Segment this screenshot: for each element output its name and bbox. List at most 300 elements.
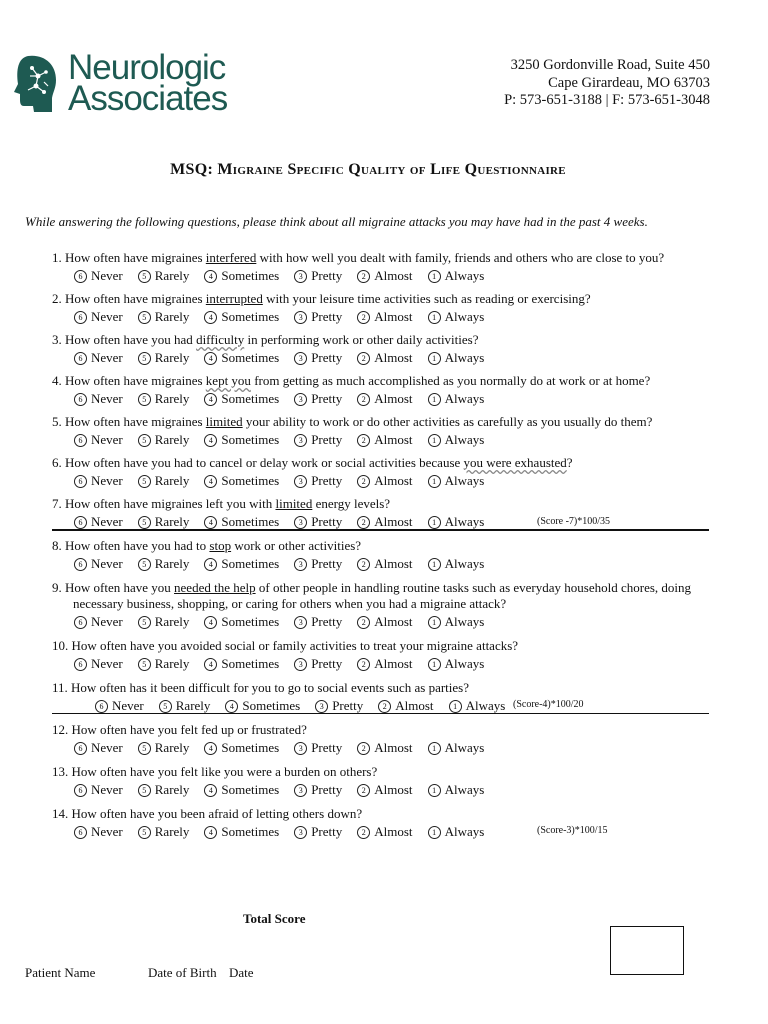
- circled-number-icon: 5: [138, 393, 151, 406]
- logo-line-1: Neurologic: [68, 48, 226, 87]
- answer-option-never[interactable]: [74, 614, 123, 630]
- answer-options: [74, 473, 573, 489]
- questionnaire-title: MSQ: Migraine Specific Quality of Life Questionnaire: [170, 161, 566, 178]
- answer-option-always[interactable]: [428, 309, 485, 325]
- question-text-part: How often have you had to cancel or delay work or social activities because: [65, 455, 464, 470]
- answer-option-sometimes[interactable]: [204, 268, 279, 284]
- address-line-1: 3250 Gordonville Road, Suite 450: [510, 57, 710, 73]
- circled-number-icon: 1: [428, 784, 441, 797]
- question-number: 4.: [52, 373, 62, 388]
- answer-option-never[interactable]: [95, 698, 144, 714]
- answer-option-rarely[interactable]: [138, 350, 190, 366]
- question-emphasis: interrupted: [205, 291, 263, 306]
- circled-number-icon: 3: [294, 352, 307, 365]
- circled-number-icon: 2: [357, 558, 370, 571]
- question-number: 12.: [52, 722, 69, 737]
- question-text: [52, 414, 652, 430]
- answer-option-never[interactable]: [74, 782, 123, 798]
- question-6: [52, 455, 573, 489]
- total-score-box[interactable]: [610, 926, 684, 975]
- answer-option-pretty[interactable]: [294, 740, 342, 756]
- circled-number-icon: 4: [204, 270, 217, 283]
- answer-option-label: Rarely: [154, 782, 190, 797]
- answer-option-always[interactable]: [428, 782, 485, 798]
- question-8: [52, 538, 499, 572]
- answer-options: [74, 514, 499, 530]
- answer-option-pretty[interactable]: [294, 432, 342, 448]
- answer-option-always[interactable]: [428, 514, 485, 530]
- answer-option-label: Always: [444, 309, 485, 324]
- answer-option-label: Never: [91, 432, 123, 447]
- question-text-part: How often has it been difficult for you to go to social events such as parties?: [71, 680, 469, 695]
- answer-option-almost[interactable]: [357, 824, 412, 840]
- circled-number-icon: 4: [204, 475, 217, 488]
- score-formula-2: (Score-4)*100/20: [513, 699, 584, 710]
- circled-number-icon: 3: [294, 393, 307, 406]
- circled-number-icon: 6: [74, 434, 87, 447]
- circled-number-icon: 2: [357, 826, 370, 839]
- question-number: 8.: [52, 538, 62, 553]
- answer-option-label: Almost: [374, 556, 413, 571]
- answer-options: [74, 614, 691, 630]
- answer-option-rarely[interactable]: [138, 432, 190, 448]
- question-emphasis: difficulty: [196, 332, 245, 347]
- answer-option-almost[interactable]: [357, 782, 412, 798]
- circled-number-icon: 6: [74, 393, 87, 406]
- question-text-part: work or other activities?: [231, 538, 362, 553]
- answer-option-label: Rarely: [154, 268, 190, 283]
- question-text-part: How often have you felt fed up or frustrated?: [71, 722, 307, 737]
- answer-option-sometimes[interactable]: [225, 698, 300, 714]
- answer-option-rarely[interactable]: [138, 268, 190, 284]
- answer-option-label: Sometimes: [221, 656, 280, 671]
- circled-number-icon: 2: [357, 434, 370, 447]
- answer-option-pretty[interactable]: [294, 824, 342, 840]
- circled-number-icon: 3: [315, 700, 328, 713]
- answer-option-label: Never: [91, 740, 123, 755]
- circled-number-icon: 1: [428, 558, 441, 571]
- question-text-part: How often have migraines: [65, 250, 206, 265]
- answer-option-almost[interactable]: [357, 514, 412, 530]
- question-emphasis: stop: [209, 538, 232, 553]
- circled-number-icon: 3: [294, 616, 307, 629]
- answer-option-label: Almost: [374, 514, 413, 529]
- question-text-part: with how well you dealt with family, friends and others who are close to you?: [256, 250, 665, 265]
- answer-option-almost[interactable]: [357, 432, 412, 448]
- question-text: [52, 332, 499, 348]
- answer-option-rarely[interactable]: [138, 782, 190, 798]
- answer-options: [74, 350, 499, 366]
- answer-option-label: Almost: [395, 698, 434, 713]
- answer-option-never[interactable]: [74, 391, 123, 407]
- answer-option-never[interactable]: [74, 656, 123, 672]
- date-of-birth-label: Date of Birth: [148, 965, 217, 980]
- question-7: [52, 496, 499, 530]
- question-number: 11.: [52, 680, 68, 695]
- question-text-part: with your leisure time activities such as reading or exercising?: [262, 291, 591, 306]
- answer-option-label: Pretty: [311, 556, 343, 571]
- question-text-part: How often have migraines: [65, 373, 206, 388]
- answer-option-label: Almost: [374, 614, 413, 629]
- answer-option-pretty[interactable]: [294, 391, 342, 407]
- question-number: 1.: [52, 250, 62, 265]
- answer-options: [74, 782, 499, 798]
- answer-option-label: Pretty: [311, 824, 343, 839]
- answer-option-pretty[interactable]: [294, 614, 342, 630]
- answer-option-label: Never: [91, 473, 123, 488]
- circled-number-icon: 1: [428, 742, 441, 755]
- answer-option-rarely[interactable]: [138, 740, 190, 756]
- answer-option-rarely[interactable]: [138, 391, 190, 407]
- question-text: [52, 806, 499, 822]
- answer-option-pretty[interactable]: [315, 698, 363, 714]
- circled-number-icon: 3: [294, 826, 307, 839]
- answer-option-label: Rarely: [154, 350, 190, 365]
- question-emphasis: kept you: [205, 373, 251, 388]
- circled-number-icon: 3: [294, 516, 307, 529]
- circled-number-icon: 6: [74, 352, 87, 365]
- answer-option-label: Rarely: [175, 698, 211, 713]
- circled-number-icon: 2: [378, 700, 391, 713]
- question-text: [52, 496, 499, 512]
- question-text: [52, 680, 520, 696]
- circled-number-icon: 4: [204, 742, 217, 755]
- question-emphasis: interfered: [205, 250, 257, 265]
- question-number: 14.: [52, 806, 69, 821]
- answer-option-label: Rarely: [154, 824, 190, 839]
- answer-option-label: Almost: [374, 432, 413, 447]
- answer-option-never[interactable]: [74, 473, 123, 489]
- answer-option-rarely[interactable]: [138, 309, 190, 325]
- answer-option-almost[interactable]: [357, 309, 412, 325]
- answer-option-label: Sometimes: [221, 782, 280, 797]
- answer-option-label: Never: [91, 556, 123, 571]
- answer-option-almost[interactable]: [357, 268, 412, 284]
- answer-option-label: Pretty: [311, 391, 343, 406]
- answer-option-label: Never: [91, 350, 123, 365]
- question-number: 2.: [52, 291, 62, 306]
- section-divider-1: [52, 529, 709, 531]
- circled-number-icon: 1: [449, 700, 462, 713]
- circled-number-icon: 1: [428, 393, 441, 406]
- answer-option-label: Sometimes: [221, 432, 280, 447]
- circled-number-icon: 1: [428, 826, 441, 839]
- answer-option-label: Rarely: [154, 656, 190, 671]
- answer-option-label: Pretty: [311, 782, 343, 797]
- circled-number-icon: 4: [204, 352, 217, 365]
- answer-option-label: Always: [444, 514, 485, 529]
- circled-number-icon: 5: [138, 784, 151, 797]
- question-text: [52, 722, 499, 738]
- answer-option-almost[interactable]: [378, 698, 433, 714]
- answer-option-sometimes[interactable]: [204, 740, 279, 756]
- answer-options: [74, 268, 664, 284]
- circled-number-icon: 6: [74, 742, 87, 755]
- question-5: [52, 414, 652, 448]
- question-text-continued: necessary business, shopping, or caring for others when you had a migraine attack?: [73, 596, 507, 611]
- answer-option-label: Rarely: [154, 391, 190, 406]
- circled-number-icon: 2: [357, 393, 370, 406]
- answer-option-pretty[interactable]: [294, 782, 342, 798]
- circled-number-icon: 2: [357, 475, 370, 488]
- circled-number-icon: 1: [428, 516, 441, 529]
- answer-option-always[interactable]: [428, 350, 485, 366]
- answer-option-almost[interactable]: [357, 656, 412, 672]
- question-number: 9.: [52, 580, 62, 595]
- answer-option-sometimes[interactable]: [204, 614, 279, 630]
- answer-option-sometimes[interactable]: [204, 824, 279, 840]
- phone-fax-line: P: 573-651-3188 | F: 573-651-3048: [504, 92, 710, 108]
- answer-option-always[interactable]: [428, 473, 485, 489]
- question-text-part: How often have you had: [65, 332, 197, 347]
- answer-option-always[interactable]: [428, 824, 485, 840]
- question-text: [52, 455, 573, 471]
- circled-number-icon: 3: [294, 784, 307, 797]
- circled-number-icon: 5: [159, 700, 172, 713]
- answer-option-sometimes[interactable]: [204, 432, 279, 448]
- circled-number-icon: 4: [225, 700, 238, 713]
- answer-options: [74, 556, 499, 572]
- answer-option-rarely[interactable]: [138, 556, 190, 572]
- answer-option-never[interactable]: [74, 350, 123, 366]
- circled-number-icon: 6: [74, 475, 87, 488]
- answer-option-sometimes[interactable]: [204, 556, 279, 572]
- question-emphasis: limited: [275, 496, 313, 511]
- answer-option-rarely[interactable]: [138, 514, 190, 530]
- answer-option-rarely[interactable]: [138, 824, 190, 840]
- answer-option-label: Pretty: [311, 350, 343, 365]
- circled-number-icon: 4: [204, 311, 217, 324]
- answer-option-always[interactable]: [428, 656, 485, 672]
- answer-option-pretty[interactable]: [294, 656, 342, 672]
- circled-number-icon: 2: [357, 352, 370, 365]
- answer-option-label: Pretty: [311, 614, 343, 629]
- question-number: 5.: [52, 414, 62, 429]
- circled-number-icon: 4: [204, 616, 217, 629]
- question-text-part: How often have you been afraid of letting others down?: [71, 806, 363, 821]
- answer-option-label: Always: [444, 432, 485, 447]
- answer-option-sometimes[interactable]: [204, 473, 279, 489]
- answer-option-label: Never: [91, 614, 123, 629]
- question-11: [52, 680, 520, 714]
- circled-number-icon: 5: [138, 352, 151, 365]
- question-number: 13.: [52, 764, 69, 779]
- answer-option-never[interactable]: [74, 514, 123, 530]
- answer-option-never[interactable]: [74, 268, 123, 284]
- answer-option-label: Sometimes: [221, 614, 280, 629]
- answer-option-label: Sometimes: [221, 556, 280, 571]
- answer-option-label: Sometimes: [221, 473, 280, 488]
- answer-option-rarely[interactable]: [159, 698, 211, 714]
- answer-option-label: Pretty: [311, 473, 343, 488]
- circled-number-icon: 5: [138, 475, 151, 488]
- question-1: [52, 250, 664, 284]
- circled-number-icon: 6: [74, 270, 87, 283]
- circled-number-icon: 5: [138, 434, 151, 447]
- answer-option-label: Always: [465, 698, 506, 713]
- answer-option-label: Rarely: [154, 614, 190, 629]
- circled-number-icon: 3: [294, 742, 307, 755]
- circled-number-icon: 1: [428, 475, 441, 488]
- question-text-part: How often have you felt like you were a burden on others?: [71, 764, 378, 779]
- circled-number-icon: 6: [74, 616, 87, 629]
- circled-number-icon: 2: [357, 311, 370, 324]
- answer-option-label: Almost: [374, 391, 413, 406]
- answer-option-label: Sometimes: [221, 268, 280, 283]
- answer-option-label: Almost: [374, 309, 413, 324]
- question-number: 7.: [52, 496, 62, 511]
- answer-option-pretty[interactable]: [294, 350, 342, 366]
- answer-option-almost[interactable]: [357, 614, 412, 630]
- answer-option-label: Almost: [374, 350, 413, 365]
- answer-option-sometimes[interactable]: [204, 350, 279, 366]
- answer-option-label: Always: [444, 350, 485, 365]
- logo: [8, 48, 238, 122]
- circled-number-icon: 1: [428, 270, 441, 283]
- logo-line-2: Associates: [68, 79, 228, 118]
- answer-option-label: Pretty: [311, 309, 343, 324]
- answer-option-label: Never: [112, 698, 144, 713]
- answer-option-label: Rarely: [154, 556, 190, 571]
- circled-number-icon: 2: [357, 658, 370, 671]
- answer-option-label: Almost: [374, 824, 413, 839]
- answer-option-label: Almost: [374, 473, 413, 488]
- question-12: [52, 722, 499, 756]
- question-number: 3.: [52, 332, 62, 347]
- circled-number-icon: 3: [294, 434, 307, 447]
- question-text-part: How often have you: [65, 580, 175, 595]
- circled-number-icon: 4: [204, 784, 217, 797]
- answer-option-label: Never: [91, 656, 123, 671]
- total-score-label: Total Score: [243, 911, 306, 926]
- answer-option-always[interactable]: [449, 698, 506, 714]
- circled-number-icon: 3: [294, 475, 307, 488]
- answer-option-always[interactable]: [428, 556, 485, 572]
- answer-option-label: Always: [444, 556, 485, 571]
- answer-option-label: Always: [444, 473, 485, 488]
- circled-number-icon: 5: [138, 658, 151, 671]
- answer-option-label: Always: [444, 740, 485, 755]
- answer-option-label: Always: [444, 614, 485, 629]
- answer-option-sometimes[interactable]: [204, 656, 279, 672]
- answer-option-rarely[interactable]: [138, 614, 190, 630]
- question-emphasis: needed the help: [174, 580, 256, 595]
- circled-number-icon: 2: [357, 516, 370, 529]
- answer-option-label: Never: [91, 514, 123, 529]
- circled-number-icon: 6: [74, 516, 87, 529]
- answer-option-label: Always: [444, 656, 485, 671]
- question-text: [52, 580, 691, 596]
- answer-option-label: Always: [444, 782, 485, 797]
- question-text: [52, 250, 664, 266]
- answer-option-label: Rarely: [154, 432, 190, 447]
- circled-number-icon: 5: [138, 558, 151, 571]
- answer-option-almost[interactable]: [357, 473, 412, 489]
- answer-option-pretty[interactable]: [294, 309, 342, 325]
- answer-option-never[interactable]: [74, 824, 123, 840]
- answer-option-label: Never: [91, 309, 123, 324]
- answer-option-sometimes[interactable]: [204, 782, 279, 798]
- answer-option-sometimes[interactable]: [204, 309, 279, 325]
- answer-option-pretty[interactable]: [294, 514, 342, 530]
- answer-option-label: Never: [91, 268, 123, 283]
- question-text-part: How often have migraines: [65, 291, 206, 306]
- answer-option-label: Almost: [374, 268, 413, 283]
- answer-option-never[interactable]: [74, 309, 123, 325]
- circled-number-icon: 1: [428, 616, 441, 629]
- score-formula-1: (Score -7)*100/35: [537, 516, 611, 527]
- question-text-part: from getting as much accomplished as you normally do at work or at home?: [250, 373, 651, 388]
- answer-option-label: Pretty: [311, 740, 343, 755]
- answer-option-label: Sometimes: [221, 740, 280, 755]
- circled-number-icon: 2: [357, 742, 370, 755]
- answer-option-pretty[interactable]: [294, 268, 342, 284]
- answer-option-rarely[interactable]: [138, 473, 190, 489]
- question-4: [52, 373, 650, 407]
- circled-number-icon: 4: [204, 434, 217, 447]
- question-text: [52, 373, 650, 389]
- answer-option-pretty[interactable]: [294, 556, 342, 572]
- answer-option-pretty[interactable]: [294, 473, 342, 489]
- circled-number-icon: 3: [294, 658, 307, 671]
- answer-option-always[interactable]: [428, 391, 485, 407]
- answer-option-almost[interactable]: [357, 391, 412, 407]
- answer-option-label: Always: [444, 268, 485, 283]
- answer-option-almost[interactable]: [357, 740, 412, 756]
- answer-option-sometimes[interactable]: [204, 514, 279, 530]
- circled-number-icon: 1: [428, 352, 441, 365]
- answer-option-label: Pretty: [311, 268, 343, 283]
- answer-option-label: Always: [444, 391, 485, 406]
- answer-option-label: Pretty: [311, 656, 343, 671]
- answer-option-sometimes[interactable]: [204, 391, 279, 407]
- question-3: [52, 332, 499, 366]
- section-divider-2: [52, 713, 709, 714]
- answer-option-never[interactable]: [74, 740, 123, 756]
- answer-option-almost[interactable]: [357, 556, 412, 572]
- circled-number-icon: 6: [74, 558, 87, 571]
- answer-option-rarely[interactable]: [138, 656, 190, 672]
- answer-options: [74, 309, 591, 325]
- answer-option-label: Never: [91, 391, 123, 406]
- question-text-part: How often have migraines: [65, 414, 206, 429]
- question-text-part: How often have you avoided social or family activities to treat your migraine attacks?: [71, 638, 519, 653]
- question-9: [52, 580, 691, 630]
- answer-option-always[interactable]: [428, 432, 485, 448]
- answer-option-label: Sometimes: [221, 514, 280, 529]
- answer-option-never[interactable]: [74, 556, 123, 572]
- answer-option-never[interactable]: [74, 432, 123, 448]
- answer-option-label: Rarely: [154, 473, 190, 488]
- answer-options: [74, 740, 499, 756]
- answer-option-always[interactable]: [428, 268, 485, 284]
- circled-number-icon: 3: [294, 558, 307, 571]
- answer-option-label: Sometimes: [221, 391, 280, 406]
- answer-option-always[interactable]: [428, 614, 485, 630]
- question-text-part: energy levels?: [312, 496, 391, 511]
- circled-number-icon: 6: [74, 311, 87, 324]
- answer-option-label: Almost: [374, 656, 413, 671]
- answer-option-label: Never: [91, 782, 123, 797]
- answer-option-almost[interactable]: [357, 350, 412, 366]
- date-label: Date: [229, 965, 254, 980]
- circled-number-icon: 5: [138, 742, 151, 755]
- question-emphasis: you were exhausted: [463, 455, 567, 470]
- answer-option-always[interactable]: [428, 740, 485, 756]
- logo-text: [68, 48, 228, 118]
- circled-number-icon: 6: [95, 700, 108, 713]
- brain-head-icon: [8, 54, 60, 118]
